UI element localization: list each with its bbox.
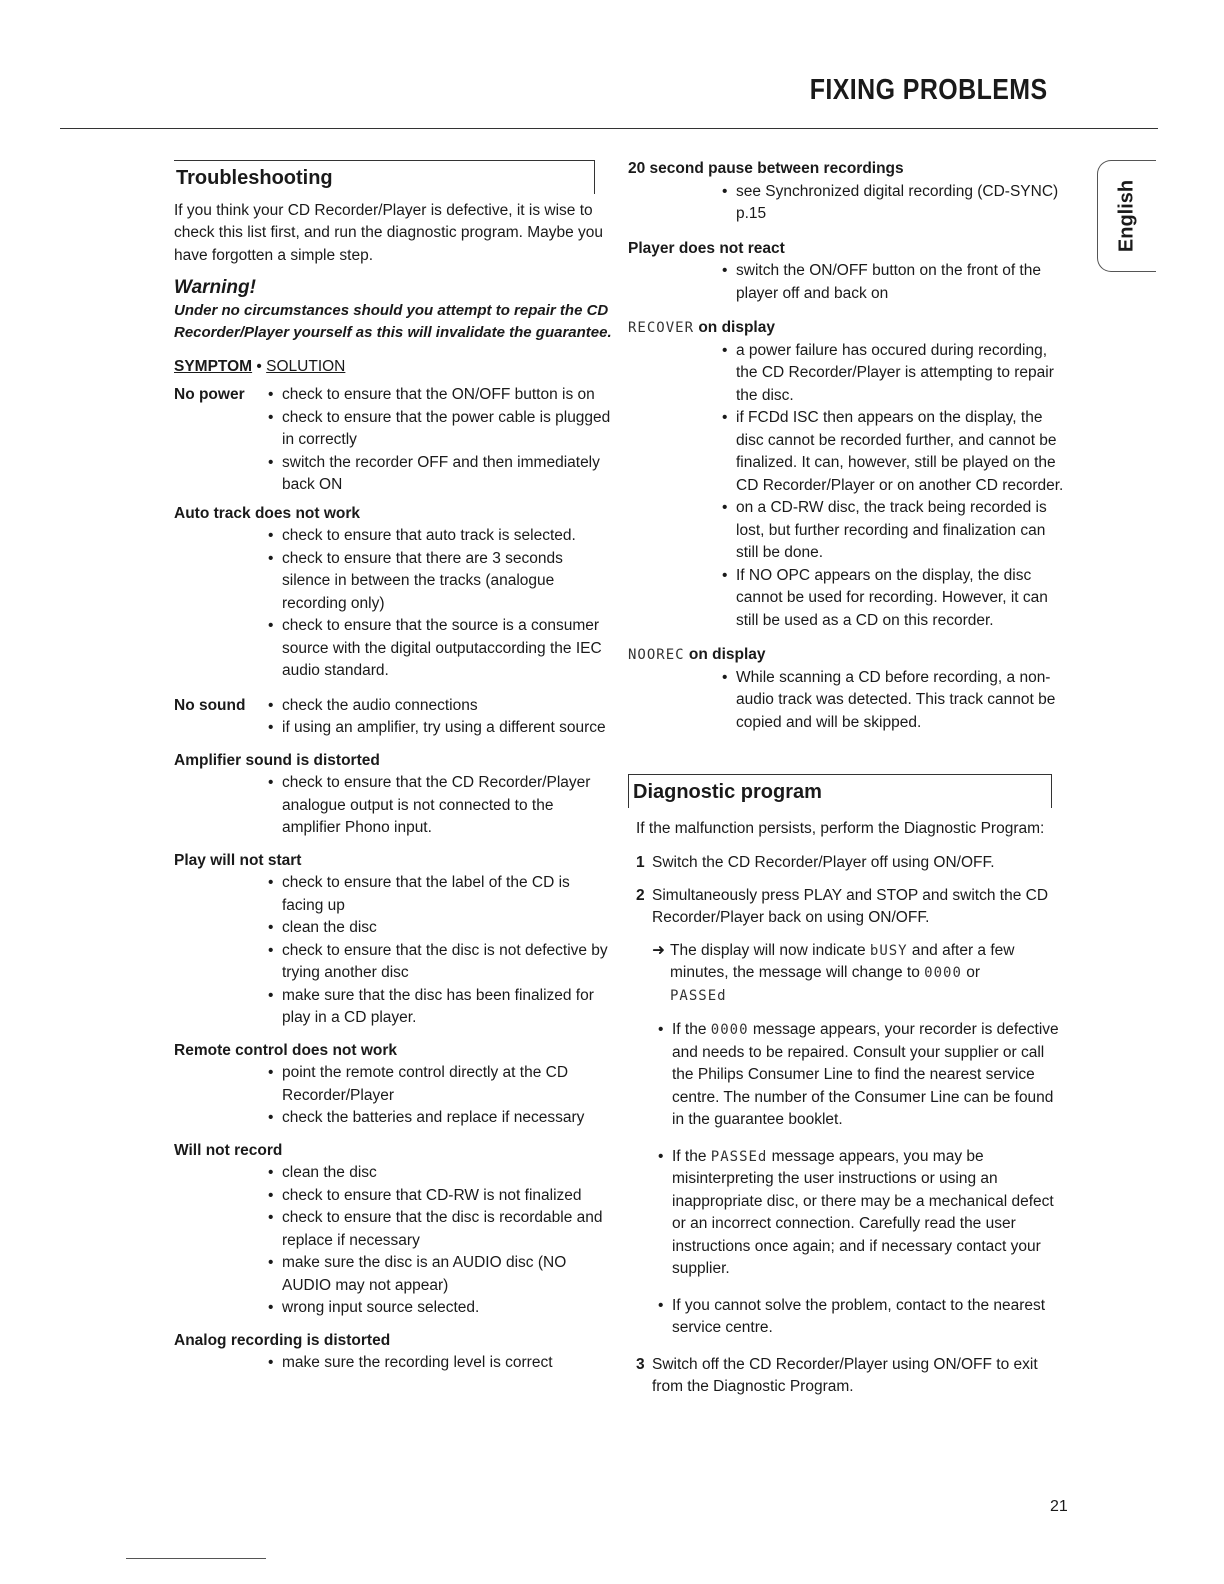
solution-list [174, 1162, 614, 1320]
problem-label: Remote control does not work [174, 1041, 398, 1059]
solution-label: SOLUTION [266, 357, 346, 375]
solution-list [628, 340, 1068, 633]
step-number: 1 [636, 854, 645, 871]
problem-label [628, 644, 1068, 667]
solution-item: • see Synchronized digital recording (CD-SYNC) p.15 [720, 181, 1068, 226]
lcd-zero: 0000 [710, 1022, 749, 1038]
symptom-solution-legend: SYMPTOM • SOLUTION [174, 357, 346, 375]
page-title: FIXING PROBLEMS [810, 74, 1048, 106]
lcd-passed: PASSEd [670, 987, 727, 1004]
problem-entry [174, 695, 614, 740]
lcd-noorec: NOOREC [628, 647, 685, 663]
solution-list [174, 872, 614, 1030]
problem-entry [628, 238, 1068, 306]
solution-list [266, 695, 606, 740]
solution-item: • make sure the recording level is correct [266, 1352, 614, 1375]
problem-label: Analog recording is distorted [174, 1331, 391, 1349]
solution-item: • point the remote control directly at the CD Recorder/Player [266, 1062, 614, 1107]
troubleshooting-heading: Troubleshooting [174, 160, 595, 194]
problem-entry [174, 1040, 614, 1130]
troubleshooting-column [174, 160, 614, 1375]
solution-item: • check to ensure that CD-RW is not finalized [266, 1185, 614, 1208]
solution-list [628, 260, 1068, 305]
solution-item: • clean the disc [266, 917, 614, 940]
solution-item: • check the audio connections [266, 695, 606, 718]
footer-divider [126, 1558, 266, 1559]
solution-item: • check the batteries and replace if necessary [266, 1107, 614, 1130]
solution-item: • check to ensure that the ON/OFF button is on [266, 384, 614, 407]
problem-label: No power [174, 386, 245, 403]
solution-list [174, 525, 614, 683]
diagnostic-intro: If the malfunction persists, perform the Diagnostic Program: [636, 819, 1045, 837]
diagnostic-step [636, 1354, 1068, 1399]
problem-label: Play will not start [174, 851, 302, 869]
problem-entry [174, 1140, 614, 1320]
diagnostic-step [636, 852, 1068, 875]
diagnostic-bullet: • If you cannot solve the problem, contact to the nearest service centre. [656, 1295, 1068, 1340]
step-number: 2 [636, 886, 645, 904]
diagnostic-heading: Diagnostic program [628, 774, 1052, 808]
language-tab-label: English [1115, 179, 1138, 253]
lcd-passed: PASSEd [710, 1148, 768, 1165]
solution-item: • if using an amplifier, try using a different source [266, 717, 606, 740]
warning-title: Warning! [174, 277, 256, 298]
solution-item: • If NO OPC appears on the display, the disc cannot be used for recording. However, it can still be used as a CD on this recorder. [720, 565, 1068, 633]
solution-item: • switch the ON/OFF button on the front of the player off and back on [720, 260, 1068, 305]
step-number: 3 [636, 1355, 645, 1373]
solution-item: • check to ensure that the disc is not defective by trying another disc [266, 940, 614, 985]
solution-item: • on a CD-RW disc, the track being recorded is lost, but further recording and finalization can still be done. [720, 497, 1068, 565]
arrow-right-icon: ➜ [652, 941, 665, 959]
language-tab [1097, 160, 1156, 272]
problem-entry [628, 317, 1068, 632]
solution-item: • check to ensure that the disc is recordable and replace if necessary [266, 1207, 614, 1252]
symptom-label: SYMPTOM [174, 357, 253, 375]
solution-item: • if FCDd ISC then appears on the display, the disc cannot be recorded further, and cannot be finalized. It can, however, still be played on the CD Recorder/Player or on another CD recorder. [720, 407, 1068, 497]
problem-label: Amplifier sound is distorted [174, 751, 380, 769]
problem-entry [174, 850, 614, 1030]
problem-label: 20 second pause between recordings [628, 160, 904, 177]
problem-label [628, 317, 1068, 340]
right-column [628, 158, 1068, 1409]
solution-item: • wrong input source selected. [266, 1297, 614, 1320]
diagnostic-bullet: • If the 0000 message appears, your recorder is defective and needs to be repaired. Consult your supplier or call the Philips Consumer Line to find the nearest service centre. The number of the Consumer Line can be found in the guarantee booklet. [656, 1019, 1068, 1132]
problem-label: Player does not react [628, 239, 785, 257]
solution-list [628, 667, 1068, 735]
solution-item: • check to ensure that the power cable is plugged in correctly [266, 407, 614, 452]
problem-suffix: on display [698, 319, 775, 336]
problem-entry [174, 1330, 614, 1375]
step-result [652, 940, 1068, 1008]
diagnostic-bullets [628, 1019, 1068, 1340]
solution-list [174, 1062, 614, 1130]
step-result-text: The display will now indicate bUSY and after a few minutes, the message will change to 0000 or PASSEd [670, 941, 1015, 1004]
diagnostic-step [636, 885, 1068, 930]
solution-list [628, 181, 1068, 226]
solution-item: • switch the recorder OFF and then immediately back ON [266, 452, 614, 497]
problem-entry [628, 644, 1068, 734]
problem-entry [174, 384, 614, 497]
solution-item: • make sure the disc is an AUDIO disc (NO AUDIO may not appear) [266, 1252, 614, 1297]
diagnostic-bullet: • If the PASSEd message appears, you may be misinterpreting the user instructions or using an inappropriate disc, or there may be a mechanical defect or an incorrect connection. Carefully read the user instructions once again; and if necessary contact your supplier. [656, 1146, 1068, 1281]
solution-list [174, 1352, 614, 1375]
solution-item: • make sure that the disc has been finalized for play in a CD player. [266, 985, 614, 1030]
page-number: 21 [1050, 1498, 1068, 1515]
solution-list [266, 384, 614, 497]
solution-item: • check to ensure that the source is a consumer source with the digital outputaccording the IEC audio standard. [266, 615, 614, 683]
troubleshooting-intro: If you think your CD Recorder/Player is defective, it is wise to check this list first, and run the diagnostic program. Maybe you have forgotten a simple step. [174, 201, 604, 264]
solution-item: • check to ensure that there are 3 seconds silence in between the tracks (analogue recording only) [266, 548, 614, 616]
step-text: Switch off the CD Recorder/Player using ON/OFF to exit from the Diagnostic Program. [652, 1355, 1038, 1395]
step-text: Simultaneously press PLAY and STOP and switch the CD Recorder/Player back on using ON/OFF. [652, 886, 1049, 926]
step-text: Switch the CD Recorder/Player off using ON/OFF. [652, 854, 995, 871]
solution-item: • check to ensure that the label of the CD is facing up [266, 872, 614, 917]
header-divider [60, 128, 1158, 129]
solution-item: • While scanning a CD before recording, a non-audio track was detected. This track cannot be copied and will be skipped. [720, 667, 1068, 735]
problem-entry [174, 750, 614, 840]
solution-item: • check to ensure that auto track is selected. [266, 525, 614, 548]
problem-entry [174, 503, 614, 683]
problem-label: Will not record [174, 1141, 283, 1159]
diagnostic-section [628, 774, 1068, 1399]
problem-entry [628, 158, 1068, 226]
problem-label: Auto track does not work [174, 504, 361, 522]
solution-item: • a power failure has occured during recording, the CD Recorder/Player is attempting to repair the disc. [720, 340, 1068, 408]
solution-item: • clean the disc [266, 1162, 614, 1185]
lcd-zero: 0000 [924, 965, 962, 981]
problem-suffix: on display [688, 646, 766, 663]
solution-item: • check to ensure that the CD Recorder/Player analogue output is not connected to the amplifier Phono input. [266, 772, 614, 840]
lcd-recover: RECOVER [628, 320, 695, 336]
problem-label: No sound [174, 696, 246, 714]
lcd-busy: bUSY [869, 942, 908, 959]
warning-text: Under no circumstances should you attempt to repair the CD Recorder/Player yourself as this will invalidate the guarantee. [174, 301, 612, 341]
solution-list [174, 772, 614, 840]
